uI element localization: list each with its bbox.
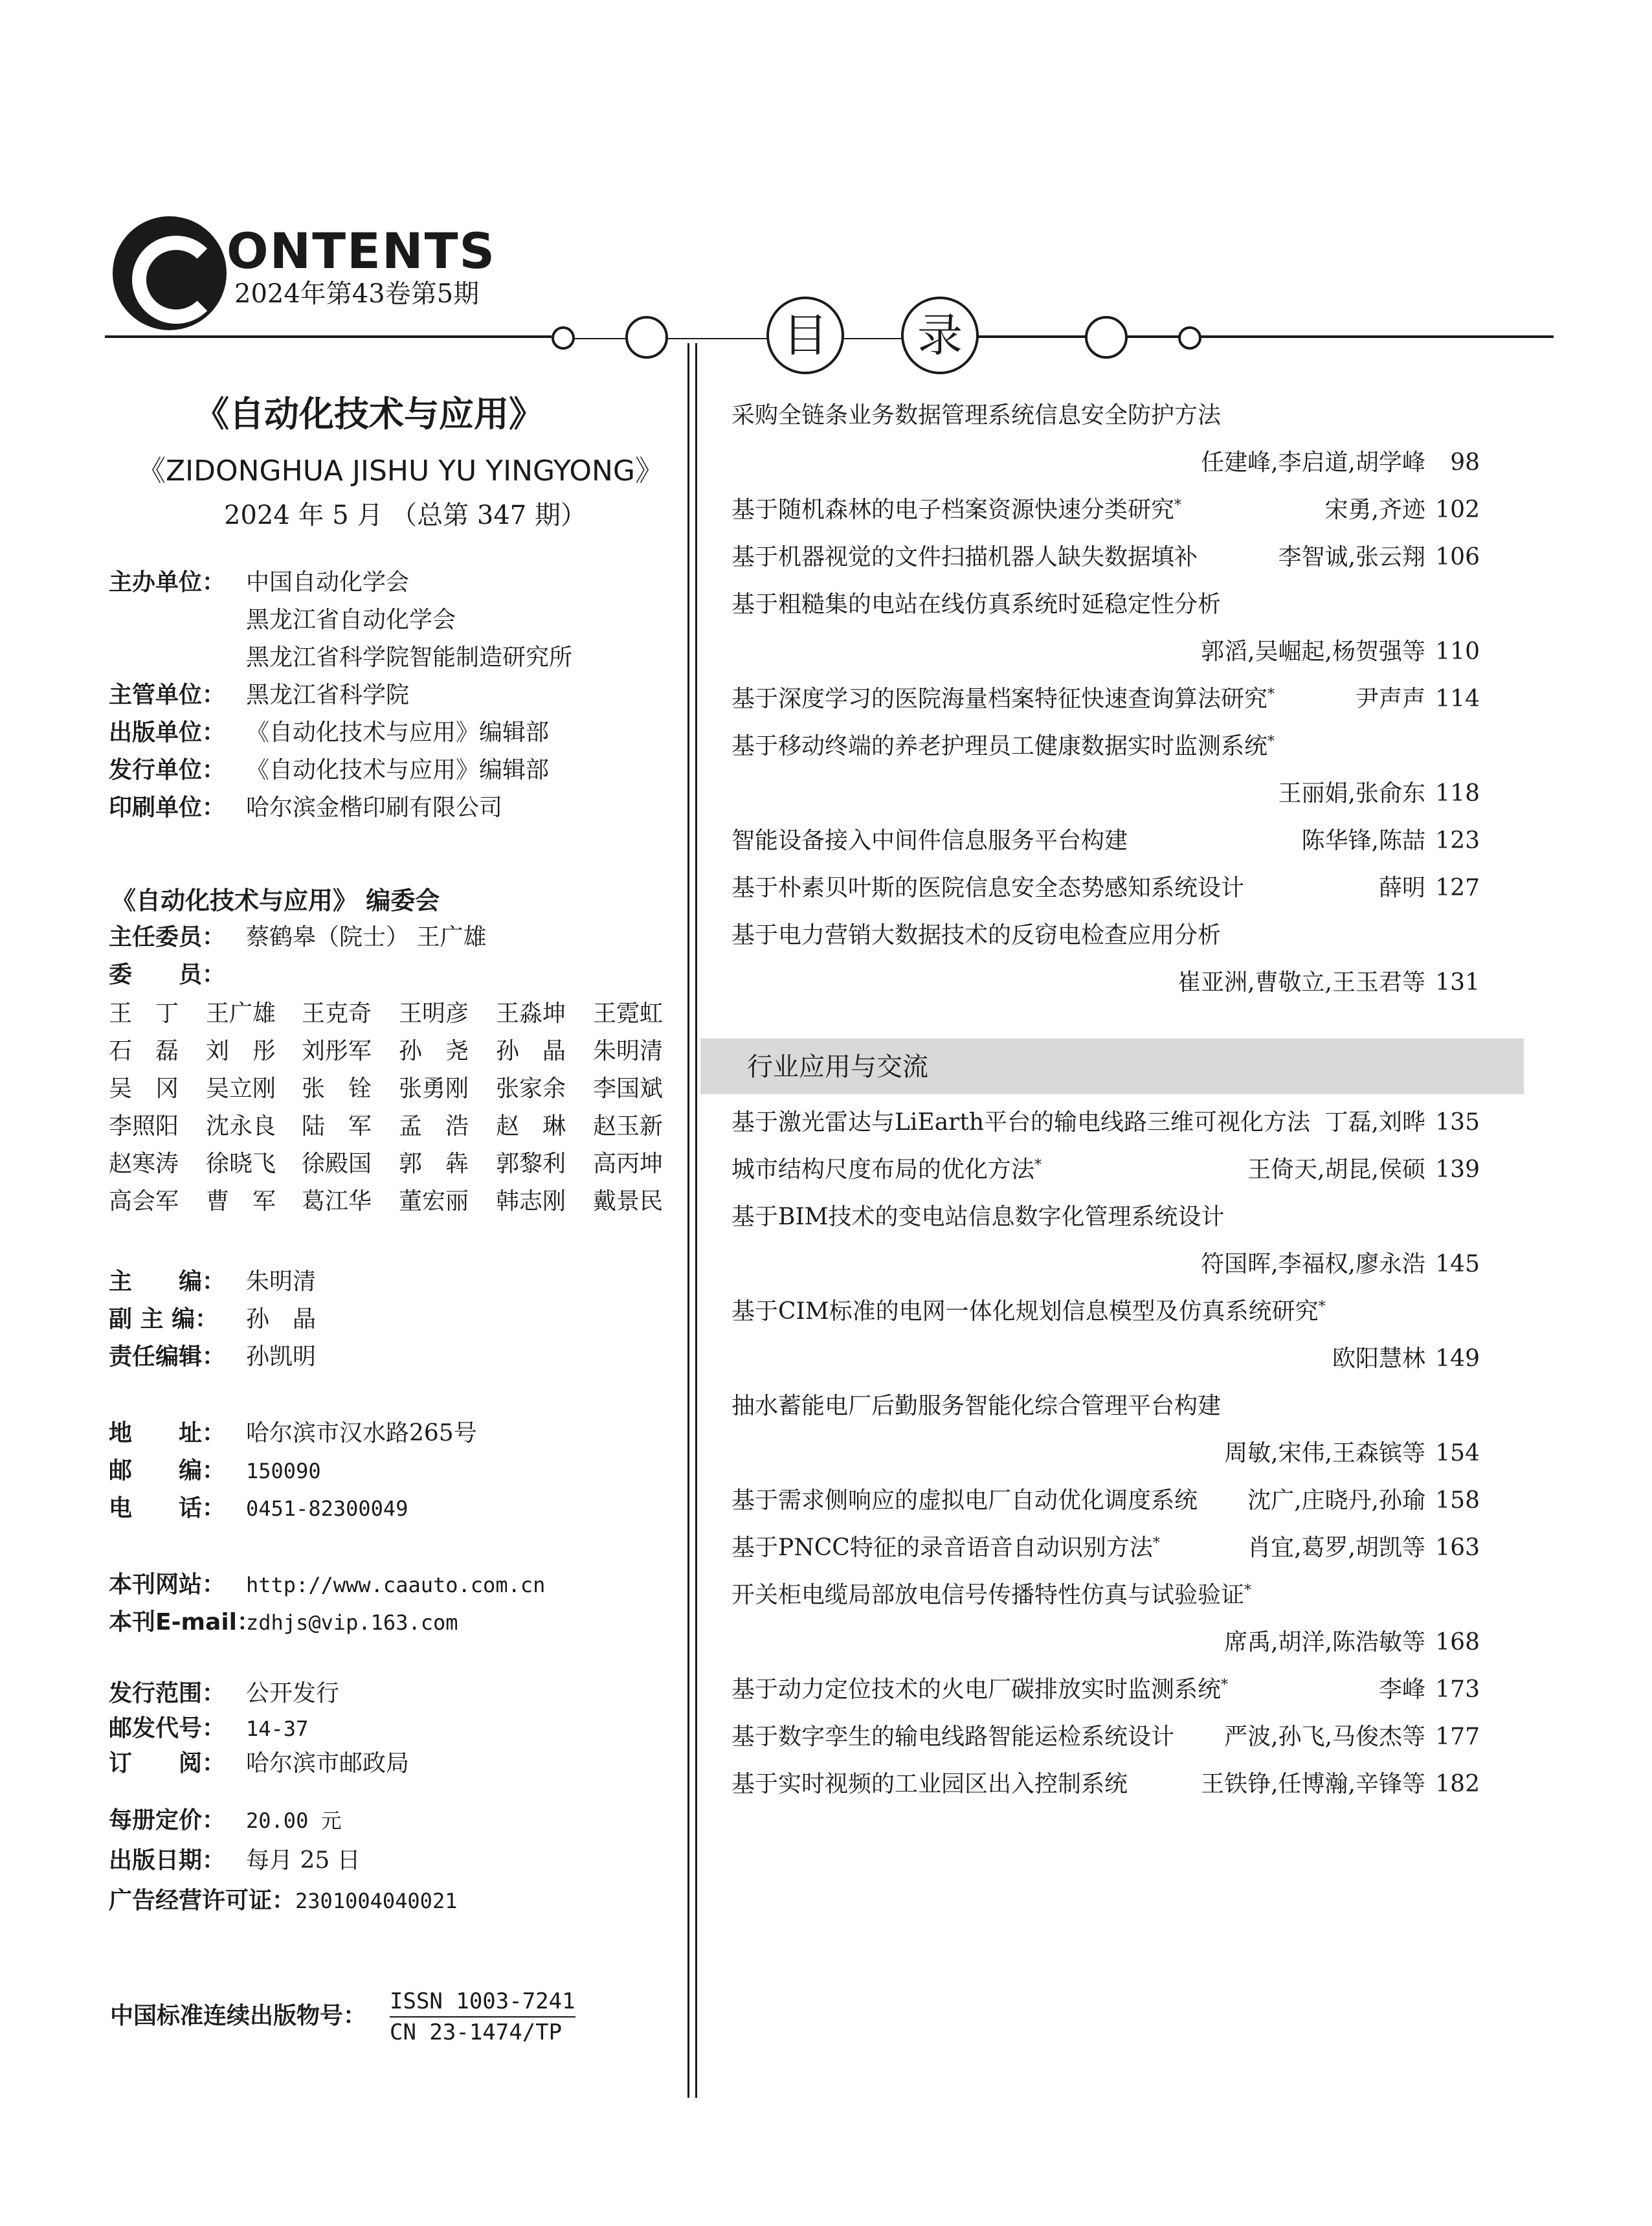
chief-editor-row [109,1270,316,1294]
editorial-member: 高会军 [109,1188,179,1215]
website-row [109,1573,545,1597]
printer-label: 印刷单位： [109,794,226,821]
header-rule-middle [552,338,913,339]
column-divider-1 [687,343,689,2098]
toc-entry-authors: 严波,孙飞,马俊杰等 [1224,1724,1425,1750]
toc-entry-page: 154 [1435,1440,1480,1467]
header-knob-2 [625,316,668,359]
header-knob-3 [1085,316,1128,359]
toc-entry-authors: 李峰 [1378,1676,1425,1703]
toc-entry-title-text: 智能设备接入中间件信息服务平台构建 [731,827,1128,854]
toc-entry-title-text: 基于CIM标准的电网一体化规划信息模型及仿真系统研究 [731,1298,1319,1325]
funding-star-mark: * [1221,1677,1229,1693]
toc-entry-authors: 王倚天,胡昆,侯硕 [1247,1156,1425,1183]
funding-star-mark: * [1152,1535,1160,1551]
funding-star-mark: * [1267,734,1275,750]
toc-entry-authors: 沈广,庄晓丹,孙瑜 [1247,1487,1425,1514]
toc-entry-byline [731,1442,1480,1465]
chief-editor-value: 朱明清 [246,1268,317,1295]
members-label: 委 员： [109,961,226,988]
mulu-char-2: 录 [917,309,963,362]
toc-entry-byline [731,971,1480,995]
chief-editor-label: 主 编： [109,1268,226,1295]
toc-entry-page: 163 [1435,1535,1480,1561]
toc-entry-page: 139 [1435,1156,1480,1183]
issn-value: ISSN 1003-7241 [390,1990,575,2018]
editorial-member: 沈永良 [206,1113,276,1140]
cn-value: CN 23-1474/TP [390,2019,563,2045]
editorial-member: 葛江华 [302,1188,372,1215]
serial-number-values [390,1990,575,2043]
header-rule-left [105,335,552,338]
toc-entry-authors: 肖宜,葛罗,胡凯等 [1247,1535,1425,1561]
section-band [700,1039,1524,1094]
toc-entry-title-text: 采购全链条业务数据管理系统信息安全防护方法 [731,402,1222,429]
toc-entry-title[interactable] [731,1206,1225,1229]
editorial-member: 李国斌 [593,1075,664,1102]
toc-entry-title-text: 基于随机森林的电子档案资源快速分类研究 [731,497,1175,523]
editorial-board-title: 《自动化技术与应用》 编委会 [111,886,440,915]
editorial-member: 赵玉新 [593,1113,664,1140]
toc-entry-page: 131 [1435,969,1480,996]
editorial-member: 孙 晶 [496,1038,566,1064]
editorial-member: 吴 冈 [109,1075,179,1102]
toc-entry-title-text: 基于PNCC特征的录音语音自动识别方法 [731,1535,1153,1561]
editorial-member: 王霓虹 [593,1000,664,1027]
pubdate-value: 每月 25 日 [246,1847,361,1874]
scope-row [109,1682,339,1705]
editorial-member: 吴立刚 [206,1075,276,1102]
contents-logo-c [113,216,227,330]
editorial-member: 王淼坤 [496,1000,566,1027]
editorial-member: 张 铨 [302,1075,372,1102]
toc-entry-byline [731,640,1480,664]
website-label: 本刊网站： [109,1571,226,1598]
toc-entry-byline [731,1111,1480,1134]
header-knob-4 [1178,326,1201,350]
contents-heading: ONTENTS [227,222,497,280]
toc-entry-title-text: 基于动力定位技术的火电厂碳排放实时监测系统 [731,1676,1222,1703]
supervisor-label: 主管单位： [109,682,226,708]
toc-entry-title-text: 基于粗糙集的电站在线仿真系统时延稳定性分析 [731,591,1222,618]
email-row [109,1611,458,1634]
website-link[interactable]: http://www.caauto.com.cn [246,1573,546,1597]
toc-entry-authors: 陈华锋,陈喆 [1301,827,1425,854]
subscribe-row [109,1752,409,1775]
editorial-member: 张勇刚 [399,1075,469,1102]
toc-entry-title[interactable] [731,924,1221,947]
toc-entry-authors: 欧阳慧林 [1332,1345,1425,1372]
toc-entry-title[interactable] [731,1395,1221,1418]
distributor-value: 《自动化技术与应用》编辑部 [246,757,550,783]
editorial-member: 赵寒涛 [109,1151,179,1177]
deputy-editor-row [109,1308,316,1331]
postal-code-label: 邮发代号： [109,1715,226,1742]
toc-entry-title-text: 城市结构尺度布局的优化方法 [731,1156,1035,1183]
toc-entry-title-text: 基于实时视频的工业园区出入控制系统 [731,1771,1128,1797]
editorial-member: 高丙坤 [593,1151,664,1177]
toc-entry-page: 106 [1435,544,1480,570]
subscribe-label: 订 阅： [109,1750,226,1777]
toc-entry-title[interactable] [731,404,1221,427]
toc-entry-authors: 宋勇,齐迹 [1324,497,1425,523]
postcode-row [109,1459,321,1483]
editorial-member: 王 丁 [109,1000,179,1027]
editorial-member: 张家余 [496,1075,566,1102]
editorial-member: 徐殿国 [302,1151,372,1177]
journal-date-line: 2024 年 5 月 （总第 347 期） [224,500,586,530]
editorial-member: 王明彦 [399,1000,469,1027]
section-title: 行业应用与交流 [747,1052,928,1082]
toc-entry-page: 110 [1435,638,1480,665]
postal-code-row [109,1717,308,1740]
funding-star-mark: * [1174,497,1182,513]
price-label: 每册定价： [109,1807,226,1834]
toc-entry-title-text: 基于深度学习的医院海量档案特征快速查询算法研究 [731,686,1268,712]
editorial-member: 刘 彤 [206,1038,276,1064]
distributor-row [109,759,549,782]
toc-entry-title-text: 基于电力营销大数据技术的反窃电检查应用分析 [731,922,1222,949]
sponsor-label: 主办单位： [109,569,226,596]
sponsor-1: 中国自动化学会 [246,569,410,596]
deputy-editor-label: 副 主 编： [109,1306,219,1332]
funding-star-mark: * [1034,1157,1042,1173]
toc-entry-page: 158 [1435,1487,1480,1514]
toc-entry-byline [731,499,1480,522]
header-knob-1 [552,326,575,350]
toc-entry-title-text: 开关柜电缆局部放电信号传播特性仿真与试验验证 [731,1582,1245,1608]
responsible-editor-label: 责任编辑： [109,1343,226,1370]
toc-entry-title-text: 基于机器视觉的文件扫描机器人缺失数据填补 [731,544,1198,570]
subscribe-value: 哈尔滨市邮政局 [246,1750,410,1777]
toc-entry-title-text: 基于激光雷达与LiEarth平台的输电线路三维可视化方法 [731,1109,1311,1136]
toc-entry-authors: 郭滔,吴崛起,杨贺强等 [1201,638,1425,665]
price-value: 20.00 元 [246,1808,342,1833]
toc-entry-page: 114 [1435,686,1480,712]
toc-entry-authors: 李智诚,张云翔 [1278,544,1425,570]
toc-entry-page: 127 [1435,875,1480,901]
sponsor-row [109,571,409,594]
scope-value: 公开发行 [246,1680,340,1707]
scope-label: 发行范围： [109,1680,226,1707]
address-label: 地 址： [109,1420,226,1446]
director-label: 主任委员： [109,924,226,950]
ad-license-row [109,1889,457,1913]
email-label: 本刊E-mail： [109,1609,261,1636]
publisher-value: 《自动化技术与应用》编辑部 [246,719,550,746]
toc-entry-title-text: 基于BIM技术的变电站信息数字化管理系统设计 [731,1204,1225,1230]
editorial-member: 朱明清 [593,1038,664,1064]
editorial-member: 徐晓飞 [206,1151,276,1177]
editorial-member: 郭 犇 [399,1151,469,1177]
toc-entry-page: 102 [1435,497,1480,523]
toc-entry-title-text: 抽水蓄能电厂后勤服务智能化综合管理平台构建 [731,1393,1222,1419]
toc-entry-byline [731,546,1480,569]
toc-entry-title[interactable] [731,735,1275,758]
toc-entry-page: 168 [1435,1629,1480,1656]
issue-line: 2024年第43卷第5期 [234,279,480,309]
toc-entry-title-text: 基于数字孪生的输电线路智能运检系统设计 [731,1724,1175,1750]
toc-entry-byline [731,688,1480,711]
toc-entry-page: 177 [1435,1724,1480,1750]
editorial-member: 赵 琳 [496,1113,566,1140]
pubdate-label: 出版日期： [109,1847,226,1874]
toc-entry-byline [731,1536,1480,1560]
toc-entry-page: 182 [1435,1771,1480,1797]
funding-star-mark: * [1244,1582,1252,1599]
printer-row [109,796,502,820]
editorial-member: 王克奇 [302,1000,372,1027]
mulu-circle-1 [766,297,844,374]
toc-entry-byline [731,1489,1480,1512]
toc-entry-page: 123 [1435,827,1480,854]
toc-entry-byline [731,1253,1480,1276]
toc-entry-title[interactable] [731,1300,1326,1323]
director-value: 蔡鹤皋（院士） 王广雄 [246,924,487,950]
editorial-member: 郭黎利 [496,1151,566,1177]
toc-entry-authors: 薛明 [1378,875,1425,901]
toc-entry-byline [731,451,1480,475]
toc-entry-byline [731,1726,1480,1749]
mulu-char-1: 目 [783,309,828,362]
toc-entry-authors: 崔亚洲,曹敬立,王玉君等 [1178,969,1425,996]
editorial-member: 韩志刚 [496,1188,566,1215]
postcode-value: 150090 [246,1459,321,1483]
toc-entry-title-text: 基于需求侧响应的虚拟电厂自动优化调度系统 [731,1487,1198,1514]
header-rule-right [913,335,1554,338]
toc-entry-authors: 席禹,胡洋,陈浩敏等 [1224,1629,1425,1656]
postcode-label: 邮 编： [109,1457,226,1484]
sponsor-3: 黑龙江省科学院智能制造研究所 [246,644,573,671]
editorial-member: 石 磊 [109,1038,179,1064]
deputy-editor-value: 孙 晶 [246,1306,317,1332]
members-row [109,963,246,987]
phone-label: 电 话： [109,1495,226,1522]
toc-entry-byline [731,1631,1480,1654]
responsible-editor-row [109,1345,316,1369]
toc-entry-byline [731,1347,1480,1371]
sponsor-2: 黑龙江省自动化学会 [246,607,456,633]
email-link[interactable]: zdhjs@vip.163.com [246,1610,458,1635]
supervisor-row [109,684,409,707]
editorial-member: 曹 军 [206,1188,276,1215]
editorial-member: 刘彤军 [302,1038,372,1064]
editorial-member: 李照阳 [109,1113,179,1140]
toc-entry-authors: 周敏,宋伟,王森镔等 [1224,1440,1425,1467]
toc-entry-title-text: 基于朴素贝叶斯的医院信息安全态势感知系统设计 [731,875,1245,901]
address-value: 哈尔滨市汉水路265号 [246,1420,477,1446]
editorial-member: 戴景民 [593,1188,664,1215]
funding-star-mark: * [1318,1299,1326,1315]
toc-entry-page: 145 [1435,1251,1480,1277]
editorial-member: 孙 尧 [399,1038,469,1064]
distributor-label: 发行单位： [109,757,226,783]
toc-entry-authors: 丁磊,刘晔 [1324,1109,1425,1136]
funding-star-mark: * [1267,686,1275,703]
toc-entry-title-text: 基于移动终端的养老护理员工健康数据实时监测系统 [731,733,1268,759]
toc-entry-authors: 任建峰,李启道,胡学峰 [1201,449,1425,476]
editorial-member: 董宏丽 [399,1188,469,1215]
price-row [109,1809,342,1832]
toc-entry-byline [731,1773,1480,1796]
toc-entry-authors: 王铁铮,任博瀚,辛锋等 [1201,1771,1425,1797]
journal-title-cn: 《自动化技术与应用》 [194,393,544,434]
toc-entry-authors: 王丽娟,张俞东 [1278,780,1425,807]
toc-entry-byline [731,782,1480,805]
pubdate-row [109,1849,361,1872]
toc-entry-page: 135 [1435,1109,1480,1136]
column-divider-2 [695,343,697,2098]
logo-c-letter [132,236,220,324]
phone-row [109,1497,408,1520]
printer-value: 哈尔滨金楷印刷有限公司 [246,794,503,821]
ad-license-label: 广告经营许可证： [109,1887,296,1914]
responsible-editor-value: 孙凯明 [246,1343,317,1370]
toc-entry-authors: 尹声声 [1355,686,1425,712]
director-row [109,926,486,949]
toc-entry-title[interactable] [731,593,1221,616]
toc-entry-title[interactable] [731,1584,1251,1607]
editorial-member: 陆 军 [302,1113,372,1140]
toc-entry-byline [731,877,1480,900]
editorial-member: 王广雄 [206,1000,276,1027]
postal-code-value: 14-37 [246,1716,309,1741]
publisher-label: 出版单位： [109,719,226,746]
toc-entry-byline [731,1158,1480,1182]
toc-entry-byline [731,829,1480,853]
phone-value: 0451-82300049 [246,1496,408,1521]
toc-entry-page: 149 [1435,1345,1480,1372]
editorial-member: 孟 浩 [399,1113,469,1140]
serial-number-label: 中国标准连续出版物号： [110,2003,367,2029]
journal-title-en: 《ZIDONGHUA JISHU YU YINGYONG》 [137,455,664,488]
toc-entry-page: 173 [1435,1676,1480,1703]
ad-license-value: 2301004040021 [295,1889,458,1913]
publisher-row [109,721,549,745]
toc-entry-byline [731,1678,1480,1702]
toc-entry-page: 118 [1435,780,1480,807]
toc-entry-authors: 符国晖,李福权,廖永浩 [1201,1251,1425,1277]
address-row [109,1422,477,1445]
mulu-circle-2 [901,297,979,374]
toc-entry-page: 98 [1450,449,1480,476]
supervisor-value: 黑龙江省科学院 [246,682,410,708]
